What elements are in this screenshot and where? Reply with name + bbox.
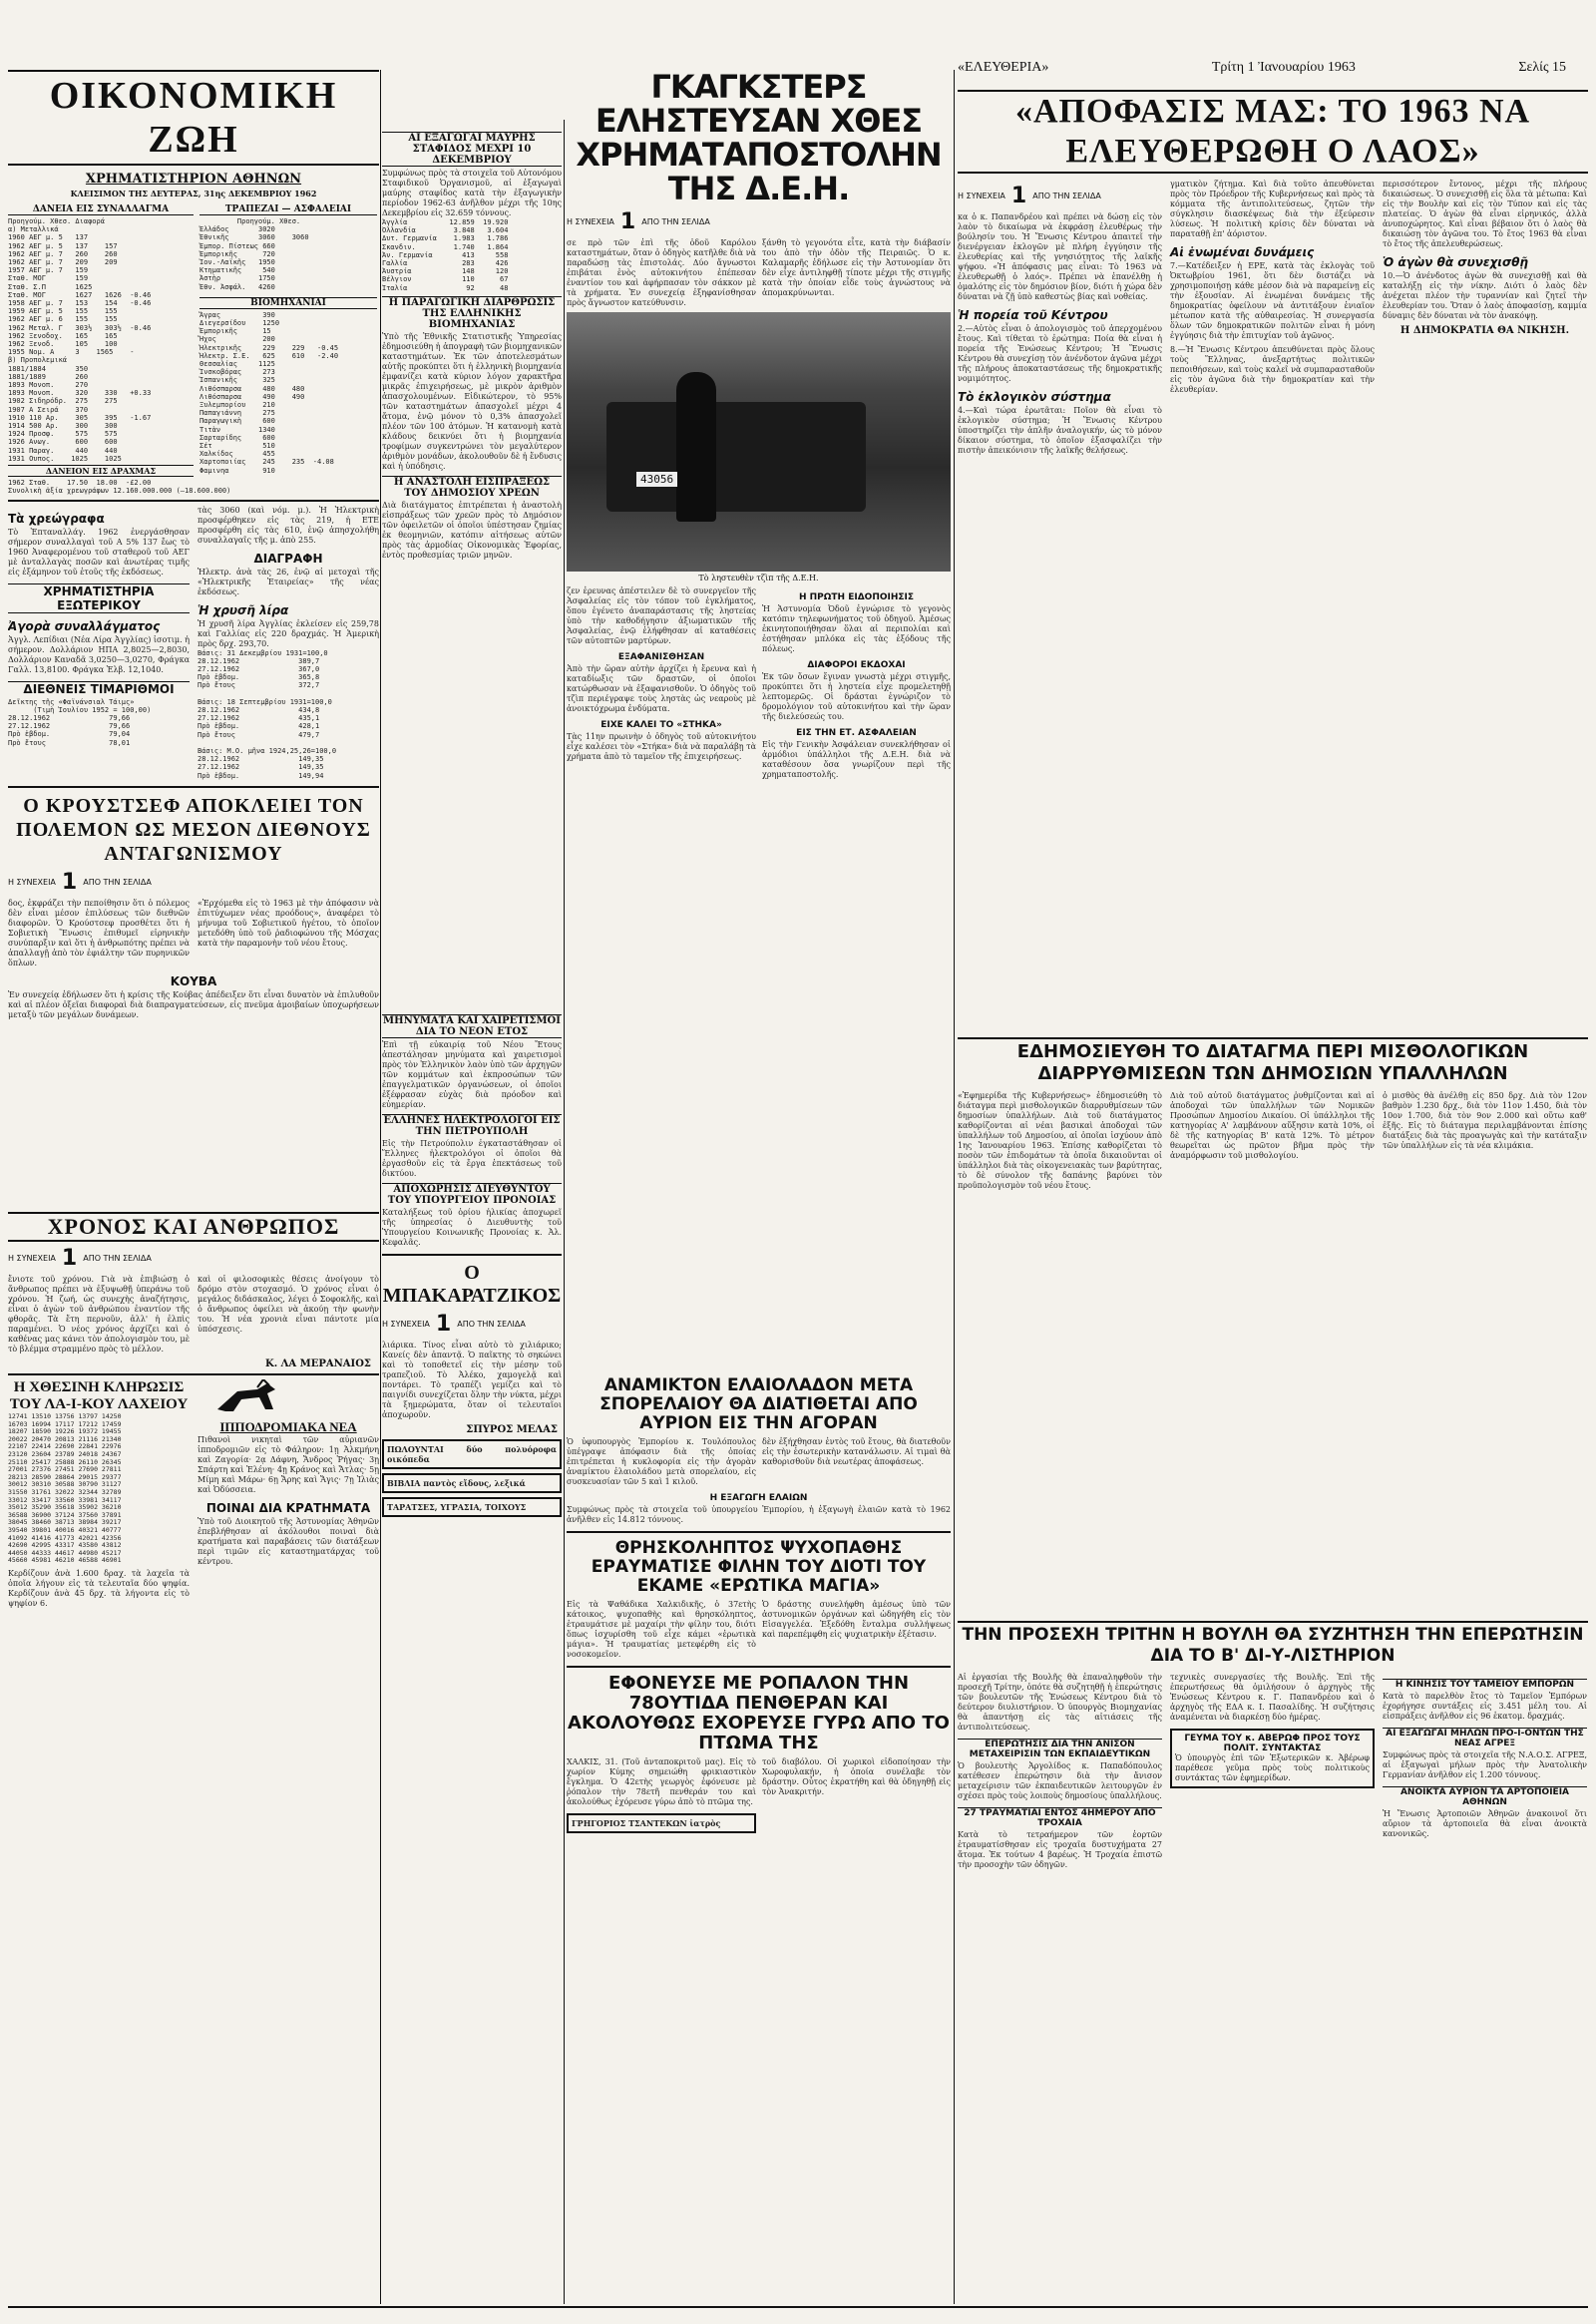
aversa-text: Ὁ ὑπουργὸς ἐπὶ τῶν Ἐξωτερικῶν κ. Ἀβέρωφ παρέθεσε γεῦμα πρὸς τοὺς πολιτικοὺς συντάκτας τῶν ἐφημερίδων. — [1175, 1753, 1370, 1782]
decision-text-1: κα ὁ κ. Παπανδρέου καὶ πρέπει νὰ δώσῃ εἰς τὸν λαὸν τὸ δικαίωμα νὰ ἐκφράσῃ ἐλευθέρως τὴν βούλησίν του. Ἡ Ἕνωσις Κέντρου ἀπαιτεῖ τὴν διενέργειαν ἐκλογῶν μὲ πλήρη ἐγγύησιν τῆς ἐλευθερίας καὶ τῆς γνησιότητος τῆς λαϊκῆς ψήφου. «Ἡ ἀπόφασις μας εἶναι: Τὸ 1963 νὰ ἐλευθερωθῇ ὁ λαός». Πρέπει νὰ ἐπανέλθῃ ἡ ὁμαλότης εἰς τὸν δημόσιον βίον, διότι ἡ χώρα δὲν δύναται νὰ ζῇ ὑπὸ καθεστὼς βίας καὶ νοθείας. — [958, 212, 1162, 301]
gangsters-text-3: ζεν ἐρευνας ἀπέστειλεν δὲ τὸ συνεργεῖον τῆς Ἀσφαλείας εἰς τὸν τόπον τοῦ ἐγκλήματος, ὅπου ἐγένετο ἀναπαράστασις τῆς ληστείας ὑπὸ τὴν καθοδήγησιν ἀξιωματικῶν τῆς Ἀσφαλείας, ἐνῷ ἐλήφθησαν αἱ καταθέσεις τῶν αὐτοπτῶν μαρτύρων. — [567, 586, 756, 645]
greetings-text: Ἐπὶ τῇ εὐκαιρίᾳ τοῦ Νέου Ἔτους ἀπεστάλησαν μηνύματα καὶ χαιρετισμοὶ πρὸς τὸν Ἑλληνικὸν λαὸν ὑπὸ τῶν ἀρχηγῶν τῶν κομμάτων καὶ ἐκπροσώπων τῶν ἐπαγγελματικῶν ὀργανώσεων, οἱ ὁποῖοι ἐξέφρασαν εὐχὰς διὰ πρόοδον καὶ εὐημερίαν. — [382, 1040, 562, 1109]
person-shape — [676, 372, 716, 522]
gold-title: Ἡ χρυσῆ λίρα — [198, 602, 289, 617]
horse-title: ΙΠΠΟΔΡΟΜΙΑΚΑ ΝΕΑ — [219, 1419, 357, 1434]
decree-title: ΕΔΗΜΟΣΙΕΥΘΗ ΤΟ ΔΙΑΤΑΓΜΑ ΠΕΡΙ ΜΙΣΘΟΛΟΓΙΚΩΝ ΔΙΑΡΡΥΘΜΙΣΕΩΝ ΤΩΝ ΔΗΜΟΣΙΩΝ ΥΠΑΛΛΗΛΩΝ — [958, 1037, 1588, 1085]
injured-text: Κατὰ τὸ τετραήμερον τῶν ἑορτῶν ἐτραυματίσθησαν εἰς τροχαῖα δυστυχήματα 27 ἄτομα. Ἐκ τούτων 4 βαρέως. Ἡ Τροχαία ἐπιστῶ τὴν προσοχὴν τῶν ὁδηγῶν. — [958, 1830, 1162, 1869]
call-text: Τὰς 11ην πρωινὴν ὁ ὁδηγὸς τοῦ αὐτοκινήτου εἶχε καλέσει τὸν «Στήκα» διὰ νὰ παραλάβῃ τὰ χρήματα ἀπὸ τὸ ταμεῖον τῆς ἐπιχειρήσεως. — [567, 732, 756, 761]
olive-export-title: Η ΕΞΑΓΩΓΗ ΕΛΑΙΩΝ — [709, 1493, 808, 1503]
prices-table: Δεῖκτης τῆς «Φαϊνάνσιαλ Τάιμς» (Τιμὴ Ἰουλίου 1952 = 100,00) 28.12.1962 79,66 27.12.1962 79,66 Πρὸ ἑβδομ. 79,04 Πρὸ ἔτους 78,01 — [8, 697, 152, 747]
vanished-title: ΕΞΑΦΑΝΙΣΘΗΣΑΝ — [617, 652, 705, 662]
electoral-text: 4.—Καὶ τώρα ἐρωτᾶται: Ποῖον θὰ εἶναι τὸ ἐκλογικὸν σύστημα; Ἡ Ἕνωσις Κέντρου ὑποστηρίζει τὴν ἁπλῆν ἀναλογικήν, ὡς τὸ μόνον δίκαιον σύστημα, τὸ ὁποῖον ἐξασφαλίζει τὴν πιστὴν ἀπεικόνισιν τῆς λαϊκῆς θελήσεως. — [958, 406, 1162, 455]
time-text-1: ἔνιοτε τοῦ χρόνου. Γιὰ νὰ ἐπιβιώσῃ ὁ ἄνθρωπος πρέπει νὰ ἐξυψωθῇ ὑπεράνω τοῦ χρόνου. Ἡ ζωή, ὡς συνεχὴς ἀναζήτησις, εἶναι ὁ ἀγὼν τοῦ ἀνθρώπου ἐναντίον τῆς φθορᾶς. Τὰ ἔτη περνοῦν, ἀλλ' ἡ ἐλπὶς παραμένει. Ὁ νέος χρόνος ἀρχίζει καὶ ὁ καθένας μας κάνει τὸν ἀπολογισμὸν του, μὲ τὸ βλέμμα στραμμένο πρὸς τὸ μέλλον. — [8, 1275, 190, 1354]
continuation-decision: Η ΣΥΝΕΧΕΙΑ 1 ΑΠΟ ΤΗΝ ΣΕΛΙΔΑ — [958, 184, 1101, 208]
bottom-rule — [8, 2306, 1588, 2308]
bakeries-text: Ἡ Ἕνωσις Ἀρτοποιῶν Ἀθηνῶν ἀνακοινοῖ ὅτι αὔριον τὰ ἀρτοποιεῖα θὰ εἶναι ἀνοικτὰ κανονικῶς. — [1383, 1809, 1587, 1838]
loans-table: Προηγούμ. Χθεσ. Διαφορά α) Μεταλλικά 1960 ΑΕΓ μ. 5 137 1962 ΑΕΓ μ. 5 137 157 1962 ΑΕΓ μ. 7 260 260 1962 ΑΕΓ μ. 7 209 209 1957 ΑΕΓ μ. 7 159 Σταθ. ΜΟΓ 159 Σταθ. Σ.Π 1625 Σταθ. ΜΟΓ 1627 1626 -0.46 1958 ΑΕΓ μ. 7 153 154 -0.46 1959 ΑΕΓ μ. 5 155 155 1962 ΑΕΓ μ. 6 155 155 1962 Μεταλ. Γ 303½ 303½ -0.46 1962 Ξενοδοχ. 165 165 1962 Ξενοδ. 105 100 1955 Νομ. Α 3 1565 - β) Προπολεμικά 1881/1884 350 1881/1889 260 1893 Μονοπ. 270 1893 Μονοπ. 320 330 +0.33 1902 Σιδηρόδρ. 275 275 1907 Α Σειρά 370 1910 110 Αρ. 305 395 -1.67 1914 500 Αρ. 300 300 1924 Προσφ. 575 575 1926 Ανωγ. 600 600 1931 Παραγ. 440 440 1931 Ουπος. 1025 1025 — [8, 217, 152, 463]
raisin-text: Συμφώνως πρὸς τὰ στοιχεῖα τοῦ Αὐτονόμου Σταφιδικοῦ Ὀργανισμοῦ, αἱ ἐξαγωγαὶ μαύρης σταφίδος κατὰ τὴν ἐξαγωγικὴν περίοδον 1962-63 ἀνῆλθον μέχρι τῆς 10ης Δεκεμβρίου εἰς 32.659 τόννους. — [382, 169, 562, 217]
decision-title: «ΑΠΟΦΑΣΙΣ ΜΑΣ: ΤΟ 1963 ΝΑ ΕΛΕΥΘΕΡΩΘΗ Ο ΛΑΟΣ» — [958, 90, 1588, 174]
continuation-bakaratzikos: Η ΣΥΝΕΧΕΙΑ 1 ΑΠΟ ΤΗΝ ΣΕΛΙΔΑ — [382, 1312, 526, 1337]
first-report-text: Ἡ Ἀστυνομία Ὀδοῦ ἐγνώρισε τὸ γεγονὸς κατόπιν τηλεφωνήματος τοῦ ὁδηγοῦ. Ἀμέσως ἐκινητοποιήθησαν ὅλαι αἱ περιπολίαι καὶ ἐστήθησαν μπλόκα εἰς τὰς ἐξόδους τῆς πόλεως. — [762, 604, 951, 653]
oil-text-1: Ὁ ὑφυπουργὸς Ἐμπορίου κ. Τουλόπουλος ὑπέγραψε ἀπόφασιν διὰ τῆς ὁποίας ἐπιτρέπεται ἡ κυκλοφορία εἰς τὴν ἀγορὰν ἀναμίκτου ἐλαιολάδου μετὰ σπορελαίου, εἰς συσκευασίαν τῶν 5 καὶ 1 κιλοῦ. — [567, 1437, 756, 1486]
khrushchev-title: Ο ΚΡΟΥΣΤΣΕΦ ΑΠΟΚΛΕΙΕΙ ΤΟΝ ΠΟΛΕΜΟΝ ΩΣ ΜΕΣΟΝ ΔΙΕΘΝΟΥΣ ΑΝΤΑΓΩΝΙΣΜΟΥ — [16, 794, 371, 865]
time-section — [8, 1212, 379, 2304]
insurance-title: ΕΙΣ ΤΗΝ ΕΤ. ΑΣΦΑΛΕΙΑΝ — [796, 728, 917, 738]
exchange-subtitle: ΚΛΕΙΣΙΜΟΝ ΤΗΣ ΔΕΥΤΕΡΑΣ, 31ης ΔΕΚΕΜΒΡΙΟΥ 1962 — [70, 189, 317, 198]
psycho-title: ΘΡΗΣΚΟΛΗΠΤΟΣ ΨΥΧΟΠΑΘΗΣ ΕΡΑΥΜΑΤΙΣΕ ΦΙΛΗΝ ΤΟΥ ΔΙΟΤΙ ΤΟΥ ΕΚΑΜΕ «ΕΡΩΤΙΚΑ ΜΑΓΙΑ» — [591, 1538, 927, 1596]
penalties-title: ΠΟΙΝΑΙ ΔΙΑ ΚΡΑΤΗΜΑΤΑ — [205, 1501, 371, 1515]
parliament-text-1: Αἱ ἐργασίαι τῆς Βουλῆς θὰ ἐπαναληφθοῦν τὴν προσεχῆ Τρίτην, ὁπότε θὰ συζητηθῇ ἡ ἐπερώτησις τῶν βουλευτῶν τῆς Ἑνώσεως Κέντρου διὰ τὸ δεύτερον διυλιστήριον. Ὁ ὑπουργὸς Βιομηχανίας θὰ ἀπαντήσῃ εἰς τὰς αἰτιάσεις τῆς ἀντιπολιτεύσεως. — [958, 1673, 1162, 1732]
united-forces-text: 7.—Κατέδειξεν ἡ ΕΡΕ, κατὰ τὰς ἐκλογὰς τοῦ Ὀκτωβρίου 1961, ὅτι δὲν διστάζει νὰ χρησιμοποιήσῃ κάθε μέσον διὰ νὰ παραμείνῃ εἰς τὴν ἐξουσίαν. Αἱ ἑνωμέναι δυνάμεις τῆς δημοκρατίας ὀφείλουν νὰ ἀντιτάξουν ἑνιαῖον μέτωπον κατὰ τῆς αὐθαιρεσίας. Ἡ συνεργασία ὅλων τῶν δημοκρατικῶν πολιτῶν εἶναι ἡ μόνη ἐγγύησις διὰ τὴν ἐπιτυχίαν τοῦ ἀγῶνος. — [1170, 261, 1375, 340]
aversa-box — [1170, 1729, 1375, 1788]
time-title: ΧΡΟΝΟΣ ΚΑΙ ΑΝΘΡΩΠΟΣ — [8, 1212, 379, 1242]
industries-table: Ἄγρας 390 Διεγερσίδου 1250 Ἐμπορικῆς 15 Ἤχος 200 Ἠλεκτρικῆς 229 229 -0.45 Ἡλεκτρ. Σ.Ε. 625 610 -2.40 Θεσσαλίας 1125 Ἰνσκοβόρας 273 Ἰσπανικῆς 325 Λιθόσπαρσα 480 480 Λιθόσπαρσα 490 490 Ξυλεμπορίου 210 Παπαγιάννη 275 Παραγωγικὴ 600 Τιτὰν 1340 Σαρταρίδης 600 Σέτ 510 Χαλκίδος 455 Χαρτοποιίας 245 235 -4.08 Φαμινηα 910 — [200, 310, 339, 475]
police-title: ΕΛΛΗΝΕΣ ΗΛΕΚΤΡΟΛΟΓΟΙ ΕΙΣ ΤΗΝ ΠΕΤΡΟΥΠΟΛΗ — [383, 1115, 561, 1137]
debts-title: Τὰ χρεώγραφα — [8, 511, 105, 526]
merchants-text: Κατὰ τὸ παρελθὸν ἔτος τὸ Ταμεῖον Ἐμπόρων ἐχορήγησε συντάξεις εἰς 3.451 μέλη του. Αἱ εἰσπράξεις ἀνῆλθον εἰς 96 ἑκατομ. δραχμάς. — [1383, 1692, 1587, 1721]
insurance-text: Εἰς τὴν Γενικὴν Ἀσφάλειαν συνεκλήθησαν οἱ ἁρμόδιοι ὑπάλληλοι τῆς Δ.Ε.Η. διὰ νὰ καταθέσουν ὅσα γνωρίζουν περὶ τῆς χρηματαποστολῆς. — [762, 740, 951, 779]
decree-text-3: ὁ μισθὸς θὰ ἀνέλθῃ εἰς 850 δρχ. Διὰ τὸν 12ον βαθμὸν 1.230 δρχ., διὰ τὸν 11ον 1.450, διὰ τὸν 10ον 1.700, διὰ τὸν 9ον 2.000 καὶ οὕτω καθ' ἑξῆς. Εἰς τὸ διάταγμα περιλαμβάνονται ἐπίσης διατάξεις διὰ τὰς προαγωγὰς καὶ τὴν κατάταξιν τῶν ὑπαλλήλων εἰς τὰ νέα κλιμάκια. — [1383, 1091, 1587, 1150]
ad-2: ΒΙΒΛΙΑ παντὸς εἴδους, λεξικά — [387, 1478, 526, 1488]
time-text-2: καὶ οἱ φιλοσοφικὲς θέσεις ἀνοίγουν τὸ δρόμο στὸν στοχασμό. Ὁ χρόνος εἶναι ὁ μεγάλος διδάσκαλος, λέγει ὁ Σοφοκλῆς, καὶ ὁ ἄνθρωπος ὀφείλει νὰ ἀκούῃ τὴν φωνὴν του. Ἡ νέα χρονιὰ εἶναι πάντοτε μία ὑπόσχεσις. — [198, 1275, 379, 1334]
column-rule-3 — [954, 70, 955, 2304]
column-rule-1 — [380, 70, 381, 2304]
decision-text-2: γματικὸν ζήτημα. Καὶ διὰ τοῦτο ἀπευθύνεται πρὸς τὸν Πρόεδρον τῆς Κυβερνήσεως καὶ πρὸς τὰ κόμματα τῆς ἀντιπολιτεύσεως, ζητῶν τὴν σύγκλησιν διασκέψεως διὰ τὴν ἐξεύρεσιν λύσεως. Ἡ πολιτικὴ κρίσις δὲν δύναται νὰ παραταθῇ ἐπ' ἀόριστον. — [1170, 180, 1375, 238]
bonds-text: τὰς 3060 (καὶ νόμ. μ.). Ἡ Ἠλεκτρικὴ προσφέρθηκεν εἰς τὰς 219, ἡ ΕΤΕ προσφέρθη εἰς τὰς 610, ἐνῷ ἀπησχολήθη συναλλαγαῖς τῆς μ. ἀπὸ 255. — [198, 505, 379, 545]
production-text: Ὑπὸ τῆς Ἐθνικῆς Στατιστικῆς Ὑπηρεσίας ἐδημοσιεύθη ἡ ἀπογραφὴ τῶν βιομηχανικῶν καταστημάτων. Ἐκ τῶν ἀποτελεσμάτων αὐτῆς προκύπτει ὅτι ἡ ἑλληνικὴ βιομηχανία ἐμφανίζει κατὰ κύριον λόγον χαρακτῆρα μικρᾶς ἐπιχειρήσεως, μὲ μικρὸν ἀριθμὸν ἀπασχολουμένων. Εἰδικώτερον, τὸ 95% τῶν καταστημάτων ἀπασχολεῖ μέχρι 4 ἄτομα, ἐνῷ μόνον τὸ 0,3% ἀπασχολεῖ πλέον τῶν 100 ἀτόμων. Ἡ κατανομὴ κατὰ κλάδους δεικνύει ὅτι ἡ βιομηχανία τροφίμων συγκεντρώνει τὸν μεγαλύτερον ἀριθμὸν μονάδων, ἀκολουθοῦν δὲ ἡ ἔνδυσις καὶ ἡ ὑπόδησις. — [382, 331, 562, 471]
cotton-title: ΚΟΥΒΑ — [170, 973, 217, 988]
centre-path-title: Ἡ πορεία τοῦ Κέντρου — [958, 308, 1108, 322]
murder-title: ΕΦΟΝΕΥΣΕ ΜΕ ΡΟΠΑΛΟΝ ΤΗΝ 78ΟΥΤΙΔΑ ΠΕΝΘΕΡΑΝ ΚΑΙ ΑΚΟΛΟΥΘΩΣ ΕΧΟΡΕΥΣΕ ΓΥΡΩ ΑΠΟ ΤΟ ΠΤΩΜΑ ΤΗΣ — [568, 1673, 950, 1753]
production-title: Η ΠΑΡΑΓΩΓΙΚΗ ΔΙΑΡΘΡΩΣΙΣ ΤΗΣ ΕΛΛΗΝΙΚΗΣ ΒΙΟΜΗΧΑΝΙΑΣ — [382, 296, 562, 330]
other-details-title: ΔΙΑΦΟΡΟΙ ΕΚΔΟΧΑΙ — [807, 660, 906, 670]
injured-title: 27 ΤΡΑΥΜΑΤΙΑΙ ΕΝΤΟΣ 4ΗΜΕΡΟΥ ΑΠΟ ΤΡΟΧΑΙΑ — [958, 1807, 1162, 1828]
other-details-text: Ἐκ τῶν ὅσων ἔγιναν γνωστὰ μέχρι στιγμῆς, προκύπτει ὅτι ἡ ληστεία εἶχε προμελετηθῇ λεπτομερῶς. Οἱ δράσται ἐγνώριζον τὸ δρομολόγιον τοῦ αὐτοκινήτου καὶ τὴν ὥραν τῆς διελεύσεώς του. — [762, 672, 951, 721]
cuba-text: Ἐν συνεχείᾳ ἐδήλωσεν ὅτι ἡ κρίσις τῆς Κούβας ἀπέδειξεν ὅτι εἶναι δυνατὸν νὰ ἐπιλυθοῦν καὶ αἱ πλέον ὀξεῖαι διαφοραὶ διὰ διαπραγματεύσεων, εἰς πνεῦμα ἀμοιβαίων ὑποχωρήσεων μεταξὺ τῶν μεγάλων δυνάμεων. — [8, 989, 379, 1019]
parliament-text-2: τεχνικὲς συνεργασίες τῆς Βουλῆς. Ἐπὶ τῆς ἐπερωτήσεως θὰ ὁμιλήσουν ὁ ἀρχηγὸς τῆς Ἑνώσεως Κέντρου κ. Γ. Παπανδρέου καὶ ὁ ἀρχηγὸς τῆς ΕΔΑ κ. Ι. Πασαλίδης. Ἡ συζήτησις ἀναμένεται νὰ διαρκέσῃ δύο ἡμέρας. — [1170, 1673, 1375, 1722]
exports-text: Συμφώνως πρὸς τὰ στοιχεῖα τῆς Ν.Α.Ο.Σ. ΑΓΡΕΞ, αἱ ἐξαγωγαὶ μήλων πρὸς τὴν Ἀνατολικὴν Γερμανίαν ἀνῆλθον εἰς 1.200 τόννους. — [1383, 1750, 1587, 1779]
gangsters-section — [567, 70, 951, 1167]
lottery-title: Η ΧΘΕΣΙΝΗ ΚΛΗΡΩΣΙΣ ΤΟΥ ΛΑ-Ι-ΚΟΥ ΛΑΧΕΙΟΥ — [9, 1379, 189, 1412]
murder-text-2: τοῦ διαβόλου. Οἱ χωρικοὶ εἰδοποίησαν τὴν Χωροφυλακήν, ἡ ὁποία συνέλαβε τὸν δράστην. Οὗτος ἐκρατήθη καὶ θὰ ὁδηγηθῇ εἰς τὸν Ἀνακριτήν. — [762, 1757, 951, 1796]
bakaratzikos-title: Ο ΜΠΑΚΑΡΑΤΖΙΚΟΣ — [382, 1262, 562, 1307]
column-rule-2 — [564, 120, 565, 2304]
decree-section — [958, 1037, 1588, 1596]
parliament-title: ΤΗΝ ΠΡΟΣΕΧΗ ΤΡΙΤΗΝ Η ΒΟΥΛΗ ΘΑ ΣΥΖΗΤΗΣΗ ΤΗΝ ΕΠΕΡΩΤΗΣΙΝ ΔΙΑ ΤΟ Β' ΔΙ-Υ-ΛΙΣΤΗΡΙΟΝ — [958, 1621, 1588, 1667]
exchange-title: ΧΡΗΜΑΤΙΣΤΗΡΙΟΝ ΑΘΗΝΩΝ — [85, 172, 302, 187]
bakeries-title: ΑΝΟΙΚΤΑ ΑΥΡΙΟΝ ΤΑ ΑΡΤΟΠΟΙΕΙΑ ΑΘΗΝΩΝ — [1383, 1786, 1587, 1807]
continuation-khrushchev: Η ΣΥΝΕΧΕΙΑ 1 ΑΠΟ ΤΗΝ ΣΕΛΙΔΑ — [8, 869, 152, 895]
ad-box-3 — [382, 1497, 562, 1517]
khrushchev-text-2: «Ἐρχόμεθα εἰς τὸ 1963 μὲ τὴν ἀπόφασιν νὰ ἐπιτύχωμεν νέας προόδους», ἀναφέρει τὸ μήνυμα τοῦ Σοβιετικοῦ ἡγέτου, τὸ ὁποῖον μετεδόθη ὑπὸ τοῦ ῥαδιοφώνου τῆς Μόσχας κατὰ τὴν παραμονὴν τοῦ νέου ἔτους. — [198, 898, 379, 948]
industry-lower — [382, 1012, 562, 2304]
continuation-gangsters: Η ΣΥΝΕΧΕΙΑ 1 ΑΠΟ ΤΗΝ ΣΕΛΙΔΑ — [567, 209, 710, 234]
banks-header: ΤΡΑΠΕΖΑΙ — ΑΣΦΑΛΕΙΑΙ — [200, 204, 377, 215]
loans-header: ΔΑΝΕΙΑ ΕΙΣ ΣΥΝΑΛΛΑΓΜΑ — [8, 204, 194, 215]
jeep-photo — [567, 312, 951, 572]
gangsters-text-2: ξάνθη τὸ γεγονότα εἶτε, κατὰ τὴν διάβασίν του ἀπὸ τὴν ὁδὸν τῆς Πειραιῶς. Ὁ κ. Καλαμαρῆς ἐδήλωσε εἰς τὴν Ἀστυνομίαν ὅτι δὲν εἶχε ἀντιληφθῇ τίποτε μέχρι τῆς στιγμῆς κατὰ τὴν ὁποίαν εἶδε τοὺς ἀγνώστους νὰ ἀπομακρύνωνται. — [762, 238, 951, 297]
raisin-heading: ΑΙ ΕΞΑΓΩΓΑΙ ΜΑΥΡΗΣ ΣΤΑΦΙΔΟΣ ΜΕΧΡΙ 10 ΔΕΚΕΜΒΡΙΟΥ — [382, 132, 562, 167]
centre-path-text: 2.—Αὐτὸς εἶναι ὁ ἀπολογισμὸς τοῦ ἀπερχομένου ἔτους. Καὶ τίθεται τὸ ἐρώτημα: Ποία θὰ εἶναι ἡ πορεία τῆς Ἑνώσεως Κέντρου; Ἡ Ἕνωσις Κέντρου θὰ συνεχίσῃ τὸν ἀνένδοτον ἀγῶνα μέχρι τῆς πλήρους ἀποκαταστάσεως τῆς δημοκρατικῆς νομιμότητος. — [958, 324, 1162, 383]
index-table: Βάσις: 31 Δεκεμβρίου 1931=100,0 28.12.1962 389,7 27.12.1962 367,0 Πρὸ ἑβδομ. 365,8 Πρὸ ἔτους 372,7 Βάσις: 18 Σεπτεμβρίου 1931=100,0 28.12.1962 434,8 27.12.1962 435,1 Πρὸ ἑβδομ. 428,1 Πρὸ ἔτους 479,7 Βάσις: Μ.Ο. μῆνα 1924,25,26=100,0 28.12.1962 149,35 27.12.1962 149,35 Πρὸ ἑβδομ. 149,94 — [198, 648, 337, 780]
police-text: Εἰς τὴν Πετρούπολιν ἐγκαταστάθησαν οἱ Ἕλληνες ἠλεκτρολόγοι οἱ ὁποῖοι θὰ ἐργασθοῦν εἰς τὰ ἔργα ἐπεκτάσεως τοῦ δικτύου. — [382, 1139, 562, 1178]
raisin-table: Ἀγγλία 12.859 19.920 Ὁλλανδία 3.848 3.604 Δυτ. Γερμανία 1.983 1.786 Σκανδιν. 1.740 1.864 Ἀν. Γερμανία 413 558 Γαλλία 283 426 Ἀυστρία 148 120 Βέλγιον 110 67 Ἰταλία 92 48 — [382, 218, 509, 292]
psycho-text-1: Εἰς τὰ Ψαθάδικα Χαλκιδικῆς, ὁ 37ετὴς κάτοικος, ψυχοπαθὴς καὶ θρησκόληπτος, ἐτραυμάτισε μὲ μαχαίρι τὴν φίλην του, διότι ὅπως ἰσχυρίσθη τοῦ εἶχε κάμει «ἐρωτικὰ μάγια». Ἡ τραυματίας μετεφέρθη εἰς τὸ νοσοκομεῖον. — [567, 1600, 756, 1659]
call-title: ΕΙΧΕ ΚΑΛΕΙ ΤΟ «ΣΤΗΚΑ» — [600, 720, 722, 730]
first-report-title: Η ΠΡΩΤΗ ΕΙΔΟΠΟΙΗΣΙΣ — [798, 592, 915, 602]
parliament-section — [958, 1621, 1588, 2304]
continuation-time: Η ΣΥΝΕΧΕΙΑ 1 ΑΠΟ ΤΗΝ ΣΕΛΙΔΑ — [8, 1246, 152, 1271]
ad-box-2 — [382, 1473, 562, 1493]
gangsters-text-1: σε πρὸ τῶν ἐπὶ τῆς ὁδοῦ Καρόλου καταστημάτων, ὅταν ὁ ὁδηγὸς κατῆλθε διὰ νὰ παραδώσῃ τὰς ἐπιστολάς. Δύο ἄγνωστοι ἐπιβάται ἑνὸς αὐτοκινήτου ἐπέπεσαν ἐναντίον του καὶ ἀφήρπασαν τὸν σάκκον μὲ τὰ χρήματα. Ἐν συνεχείᾳ ἐξηφανίσθησαν πρὸς ἄγνωστον κατεύθυνσιν. — [567, 238, 756, 307]
industry-section — [382, 130, 562, 1007]
tax-title: Η ΑΝΑΣΤΟΛΗ ΕΙΣΠΡΑΞΕΩΣ ΤΟΥ ΔΗΜΟΣΙΟΥ ΧΡΕΩΝ — [382, 476, 562, 499]
decree-text-2: Διὰ τοῦ αὐτοῦ διατάγματος ῥυθμίζονται καὶ αἱ ἀποδοχαὶ τῶν ὑπαλλήλων τῶν Νομικῶν Προσώπων Δημοσίου Δικαίου. Οἱ ὑπάλληλοι τῆς κατηγορίας Α' λαμβάνουν αὔξησιν κατὰ 10%, οἱ δὲ τῆς κατηγορίας Β' κατὰ 12%. Τὸ μέτρον θεωρεῖται ὡς πρῶτον βῆμα πρὸς τὴν ἀναμόρφωσιν τοῦ μισθολογίου. — [1170, 1091, 1375, 1160]
debts-text: Τὸ Ἐπταναλλάγ. 1962 ἐνεργάσθησαν σήμερον συναλλαγαὶ τοῦ Α 5% 137 ἔως τὸ 1960 Ἀναφερομένου τοῦ σταθεροῦ τοῦ ΑΕΓ μὲ ἀνταλλαγὰς ποσῶν καὶ ἀνωτέρας τιμῆς εἰς ἐξάμηνον τοῦ ἐτοῦς τῆς ἐκδόσεως. — [8, 527, 190, 577]
vanished-text: Ἀπὸ τὴν ὥραν αὐτὴν ἀρχίζει ἡ ἔρευνα καὶ ἡ καταδίωξις τῶν δραστῶν, οἱ ὁποῖοι κατώρθωσαν νὰ ἐξαφανισθοῦν. Ὁ ὁδηγὸς τοῦ τζὶπ περιέγραψε τοὺς ληστὰς ὡς νεαροὺς μὲ ἀνοικτόχρωμα ἐνδύματα. — [567, 664, 756, 713]
masthead-page: Σελίς 15 — [1518, 60, 1566, 75]
prices-title: ΔΙΕΘΝΕΙΣ ΤΙΜΑΡΙΘΜΟΙ — [8, 681, 190, 696]
ad-1: ΠΩΛΟΥΝΤΑΙ δύο πολυόροφα οικόπεδα — [387, 1444, 557, 1464]
banks-table: Προηγούμ. Χθεσ. Ἑλλάδος 3020 Ἐθνικῆς 3060 3060 Ἐμπορ. Πίστεως 660 Ἐμπορικῆς 720 Ἰον.-Λαϊκῆς 1950 Κτηματικῆς 540 Ἀστὴρ 1750 Ἐθν. Ἀσφάλ. 4260 — [200, 217, 309, 291]
market-title: Ἀγορὰ συναλλάγματος — [8, 618, 161, 633]
decision-section — [958, 90, 1588, 1187]
olive-export-text: Συμφώνως πρὸς τὰ στοιχεῖα τοῦ ὑπουργείου Ἐμπορίου, ἡ ἐξαγωγὴ ἐλαιῶν κατὰ τὸ 1962 ἀνῆλθεν εἰς 14.812 τόννους. — [567, 1505, 951, 1524]
merchants-title: Η ΚΙΝΗΣΙΣ ΤΟΥ ΤΑΜΕΙΟΥ ΕΜΠΟΡΩΝ — [1383, 1679, 1587, 1690]
ad-box-1 — [382, 1439, 562, 1469]
ad-box-4 — [567, 1813, 756, 1833]
ministry-text: Καταλήξεως τοῦ ὁρίου ἡλικίας ἀποχωρεῖ τῆς ὑπηρεσίας ὁ Διευθυντὴς τοῦ Ὑπουργείου Κοινωνικῆς Προνοίας κ. Ἀλ. Κεφαλᾶς. — [382, 1208, 562, 1247]
discounts-title: ΔΙΑΓΡΑΦΗ — [253, 551, 323, 566]
psycho-text-2: Ὁ δράστης συνελήφθη ἀμέσως ὑπὸ τῶν ἀστυνομικῶν ὀργάνων καὶ ὡδηγήθη εἰς τὸν Εἰσαγγελέα. Ἐξεδόθη ἔνταλμα συλλήψεως καὶ παρεπέμφθη εἰς ψυχιατρικὴν ἐξέτασιν. — [762, 1600, 951, 1639]
teachers-text: Ὁ βουλευτὴς Ἀργολίδος κ. Παπαδόπουλος κατέθεσεν ἐπερώτησιν διὰ τὴν ἄνισον μεταχείρισιν τῶν ἐκπαιδευτικῶν λειτουργῶν ἐν σχέσει πρὸς τοὺς λοιποὺς δημοσίους ὑπαλλήλους. — [958, 1761, 1162, 1800]
economy-title: ΟΙΚΟΝΟΜΙΚΗ ΖΩΗ — [8, 70, 379, 166]
jeep-shape — [606, 402, 866, 512]
masthead-paper: «ΕΛΕΥΘΕΡΙΑ» — [958, 60, 1049, 75]
industries-header: ΒΙΟΜΗΧΑΝΙΑΙ — [200, 297, 377, 309]
lottery-numbers: 12741 13510 13756 13797 14250 16703 16994 17117 17212 17459 18207 18590 19226 19372 19455 20022 20470 20813 21116 21340 22107 22414 22690 22841 22976 23120 23604 23789 24018 24367 25110 25417 25888 26110 26345 27001 27376 27451 27690 27811 28213 28590 28864 29015 29377 30012 30310 30588 30790 31127 31550 31761 32022 32344 32789 33012 33417 33560 33981 34117 35012 35290 35618 35902 36210 36588 36900 37124 37560 37891 38045 38460 38713 38984 39217 39540 39801 40016 40321 40777 41092 41416 41773 42021 42356 42690 42995 43317 43580 43812 44050 44333 44617 44980 45217 45660 45981 46210 46588 46901 — [8, 1412, 122, 1565]
horse-icon — [198, 1379, 379, 1419]
murder-text-1: ΧΑΛΚΙΣ, 31. (Τοῦ ἀνταποκριτοῦ μας). Εἰς τὸ χωρίον Κύμης σημειώθη φρικιαστικὸν ἔγκλημα. Ὁ 42ετὴς γεωργὸς ἐφόνευσε μὲ ῥόπαλον τὴν 78ετῆ πενθεράν του καὶ ἀκολούθως ἐχόρευσε γύρω ἀπὸ τὸ πτῶμα της. — [567, 1757, 756, 1806]
struggle-text: 10.—Ὁ ἀνένδοτος ἀγὼν θὰ συνεχισθῇ καὶ θὰ καταλήξῃ εἰς τὴν νίκην. Διότι ὁ λαὸς δὲν ἀνέχεται πλέον τὴν τυραννίαν καὶ ζητεῖ τὴν ἐλευθερίαν του. Ὅταν ὁ λαὸς ἀποφασίσῃ, καμμία δύναμις δὲν δύναται νὰ τὸν ἀνακόψῃ. — [1383, 271, 1587, 320]
masthead-date: Τρίτη 1 Ἰανουαρίου 1963 — [1211, 60, 1356, 75]
masthead — [958, 60, 1566, 80]
exports-title: ΑΙ ΕΞΑΓΩΓΑΙ ΜΗΛΩΝ ΠΡΟ-Ι-ΟΝΤΩΝ ΤΗΣ ΝΕΑΣ ΑΓΡΕΞ — [1383, 1728, 1587, 1748]
bakaratzikos-text: λιάρικα. Τίνος εἶναι αὐτὸ τὸ χιλιάρικο; Κανείς δὲν ἀπαντᾷ. Ὁ παῖκτης τὸ σηκώνει καὶ τὸ τοποθετεῖ εἰς τὴν μέσην τοῦ τραπεζιοῦ. Τὸ Ἀλέκο, χαμογελᾷ καὶ ποντάρει. Τὸ τραπέζι γεμίζει καὶ τὸ παιγνίδι συνεχίζεται ὅλην τὴν νύκτα, μέχρι τὰ ξημερώματα, ὅταν οἱ τελευταῖοι ἀποχωροῦν. — [382, 1341, 562, 1419]
foreign-title: ΧΡΗΜΑΤΙΣΤΗΡΙΑ ΕΞΩΤΕΡΙΚΟΥ — [8, 583, 190, 613]
tax-text: Διὰ διατάγματος ἐπιτρέπεται ἡ ἀναστολὴ εἰσπράξεως τῶν χρεῶν πρὸς τὸ Δημόσιον τῶν ὀφειλετῶν οἱ ὁποῖοι ὑπέστησαν ζημίας ἐκ θεομηνιῶν, κατόπιν αἰτήσεως αὐτῶν πρὸς τὰς ἁρμοδίας Οἰκονομικὰς Ἐφορίας, ἐντὸς προθεσμίας τριῶν μηνῶν. — [382, 500, 562, 560]
struggle-title: Ὁ ἀγὼν θὰ συνεχισθῇ — [1383, 255, 1529, 269]
oil-section — [567, 1376, 951, 2304]
oil-text-2: δὲν ἐξήχθησαν ἐντὸς τοῦ ἔτους, θὰ διατεθοῦν εἰς τὴν ἐσωτερικὴν κατανάλωσιν. Αἱ τιμαὶ θὰ καθορισθοῦν διὰ νεωτέρας ἀποφάσεως. — [762, 1437, 951, 1466]
horse-text: Πιθανοὶ νικηταὶ τῶν αὐριανῶν ἱπποδρομιῶν εἰς τὸ Φάληρον: 1ῃ Ἀλκμήνη καὶ Ζαγορία· 2ᾳ Δάφνη, Ἄνδρος Ῥήγας· 3ῃ Σπάρτη καὶ Ἑλένη· 4ῃ Κράνος καὶ Ἄτλας· 5ῃ Μίμη καὶ Μάρω· 6ῃ Ἄρης καὶ Ἄγις· 7ῃ Ἰλιὰς καὶ Ὀδύσσεια. — [198, 1435, 379, 1494]
market-text: Ἀγγλ. Λεπίδιαι (Νέα Λίρα Ἀγγλίας) ἰσοτιμ. ἡ σήμερον. Δολλάριον ΗΠΑ 2,8025—2,8030, Δολλάριον Καναδᾶ 3,0250—3,0270, Φράγκα Γαλλ. 13,8100. Φράγκα Ἑλβ. 12,1040. — [8, 634, 190, 674]
drachma-loans: ΔΑΝΕΙΟΝ ΕΙΣ ΔΡΑΧΜΑΣ — [8, 465, 194, 477]
ad-3: ΤΑΡΑΤΣΕΣ, ΥΓΡΑΣΙΑ, ΤΟΙΧΟΥΣ — [387, 1502, 527, 1512]
aversa-title: ΓΕΥΜΑ ΤΟΥ κ. ΑΒΕΡΩΦ ΠΡΟΣ ΤΟΥΣ ΠΟΛΙΤ. ΣΥΝΤΑΚΤΑΣ — [1184, 1734, 1361, 1753]
discounts-text: Ἠλεκτρ. ἀνὰ τὰς 26, ἐνῷ αἱ μετοχαὶ τῆς «Ἠλεκτρικῆς Ἐταιρείας» τῆς νέας ἐκδόσεως. — [198, 567, 379, 596]
decision-text-3: 8.—Ἡ Ἕνωσις Κέντρου ἀπευθύνεται πρὸς ὅλους τοὺς Ἕλληνας, ἀνεξαρτήτως πολιτικῶν πεποιθήσεων, καὶ τοὺς καλεῖ νὰ συμπαρασταθοῦν εἰς τὸν ἀγῶνα διὰ τὴν δημοκρατίαν καὶ τὴν ἐλευθερίαν. — [1170, 345, 1375, 394]
penalties-text: Ὑπὸ τοῦ Διοικητοῦ τῆς Ἀστυνομίας Ἀθηνῶν ἐπεβλήθησαν αἱ ἀκόλουθοι ποιναὶ διὰ κρατήματα καὶ παραβάσεις τῶν διατάξεων περὶ τιμῶν εἰς καταστηματάρχας τοῦ κέντρου. — [198, 1517, 379, 1566]
khrushchev-text-1: δος, ἐκφράζει τὴν πεποίθησιν ὅτι ὁ πόλεμος δὲν εἶναι μέσον ἐπιλύσεως τῶν διεθνῶν διαφορῶν. Ὁ Κρούστσεφ προσθέτει ὅτι ἡ Σοβιετικὴ Ἕνωσις ἐπιθυμεῖ εἰρηνικὴν συνύπαρξιν καὶ ὅτι ἡ ἀνθρωπότης πρέπει νὰ ἀπαλλαγῇ ἀπὸ τὸν ἐφιάλτην τῶν πυρηνικῶν ὅπλων. — [8, 898, 190, 968]
horse-illustration — [198, 1379, 379, 1419]
electoral-title: Τὸ ἐκλογικὸν σύστημα — [958, 390, 1111, 404]
lottery-note: Κερδίζουν ἀνὰ 1.600 δραχ. τὰ λαχεῖα τὰ ὁποῖα λήγουν εἰς τὰ τελευταῖα δύο ψηφία. Κερδίζουν ἀνὰ 45 δρχ. τὰ λήγοντα εἰς τὸ ψηφίον 6. — [8, 1568, 190, 1608]
decree-text-1: «Ἐφημερίδα τῆς Κυβερνήσεως» ἐδημοσιεύθη τὸ διάταγμα περὶ μισθολογικῶν διαρρυθμίσεων τῶν δημοσίων ὑπαλλήλων. Διὰ τοῦ διατάγματος καθορίζονται αἱ νέαι βασικαὶ ἀποδοχαὶ τῶν ὑπαλλήλων τοῦ Δημοσίου, αἱ ὁποῖαι ἰσχύουν ἀπὸ 1ης Ἰανουαρίου 1963. Ἐπίσης καθορίζεται τὸ ποσὸν τῶν ἐπιδομάτων τὰ ὁποῖα δικαιοῦνται οἱ ὑπάλληλοι διὰ τὰς οἰκογενειακὰς των βαρύτητας, τὸ δὲ σύνολον τῆς δαπάνης βαρύνει τὸν προϋπολογισμὸν τοῦ νέου ἔτους. — [958, 1091, 1162, 1190]
jeep-plate: 43056 — [636, 472, 677, 487]
bakaratzikos-author: ΣΠΥΡΟΣ ΜΕΛΑΣ — [466, 1424, 558, 1435]
gold-text: Ἡ χρυσῆ λίρα Ἀγγλίας ἐκλείσεν εἰς 259,78 καὶ Γαλλίας εἰς 220 δραχμάς. Ἡ Ἀμερικὴ πρὸς δρχ. 293,70. — [198, 618, 379, 648]
loan-rows: 1962 Σταθ. 17.50 18.00 -£2.00 Συνολικὴ ἀξία χρεωγράφων 12.160.000.000 (—18.600.000) — [8, 479, 231, 496]
united-forces-title: Αἱ ἑνωμέναι δυνάμεις — [1170, 245, 1315, 259]
decision-text-4: περισσότερον ἔντονος, μέχρι τῆς πλήρους δικαιώσεως. Ὁ συνεχισθῇ εἰς ὅλα τὰ μέτωπα: Καὶ εἰς τὴν Βουλὴν καὶ εἰς τὸν Τύπον καὶ εἰς τὰς πλατείας. Ὁ ἀγὼν θὰ εἶναι εἰρηνικός, ἀλλὰ ἀνυποχώρητος. Καὶ εἶναι βέβαιον ὅτι ὁ λαὸς θὰ δικαιώσῃ τὸν ἀγῶνα του. Τὸ ἔτος 1963 θὰ εἶναι τὸ ἔτος τῆς ἀπελευθερώσεως. — [1383, 180, 1587, 248]
time-author: Κ. ΛΑ ΜΕΡΑΝΑΙΟΣ — [265, 1358, 371, 1369]
oil-title: ΑΝΑΜΙΚΤΟΝ ΕΛΑΙΟΛΑΔΟΝ ΜΕΤΑ ΣΠΟΡΕΛΑΙΟΥ ΘΑ ΔΙΑΤΙΘΕΤΑΙ ΑΠΟ ΑΥΡΙΟΝ ΕΙΣ ΤΗΝ ΑΓΟΡΑΝ — [599, 1376, 918, 1433]
jeep-caption: Τὸ ληστευθὲν τζὶπ τῆς Δ.Ε.Η. — [698, 574, 819, 582]
economy-section — [8, 70, 379, 1207]
ad-4: ΓΡΗΓΟΡΙΟΣ ΤΣΑΝΤΕΚΩΝ ἰατρὸς — [572, 1818, 721, 1828]
ministry-title: ΑΠΟΧΩΡΗΣΙΣ ΔΙΕΥΘΥΝΤΟΥ ΤΟΥ ΥΠΟΥΡΓΕΙΟΥ ΠΡΟΝΟΙΑΣ — [382, 1183, 562, 1206]
teachers-title: ΕΠΕΡΩΤΗΣΙΣ ΔΙΑ ΤΗΝ ΑΝΙΣΟΝ ΜΕΤΑΧΕΙΡΙΣΙΝ ΤΩΝ ΕΚΠΑΙΔΕΥΤΙΚΩΝ — [958, 1739, 1162, 1759]
democracy-slogan: Η ΔΗΜΟΚΡΑΤΙΑ ΘΑ ΝΙΚΗΣΗ. — [1399, 325, 1570, 336]
greetings-title: ΜΗΝΥΜΑΤΑ ΚΑΙ ΧΑΙΡΕΤΙΣΜΟΙ ΔΙΑ ΤΟ ΝΕΟΝ ΕΤΟΣ — [383, 1015, 561, 1037]
gangsters-title: ΓΚΑΓΚΣΤΕΡΣ ΕΛΗΣΤΕΥΣΑΝ ΧΘΕΣ ΧΡΗΜΑΤΑΠΟΣΤΟΛΗΝ ΤΗΣ Δ.Ε.Η. — [576, 70, 942, 207]
